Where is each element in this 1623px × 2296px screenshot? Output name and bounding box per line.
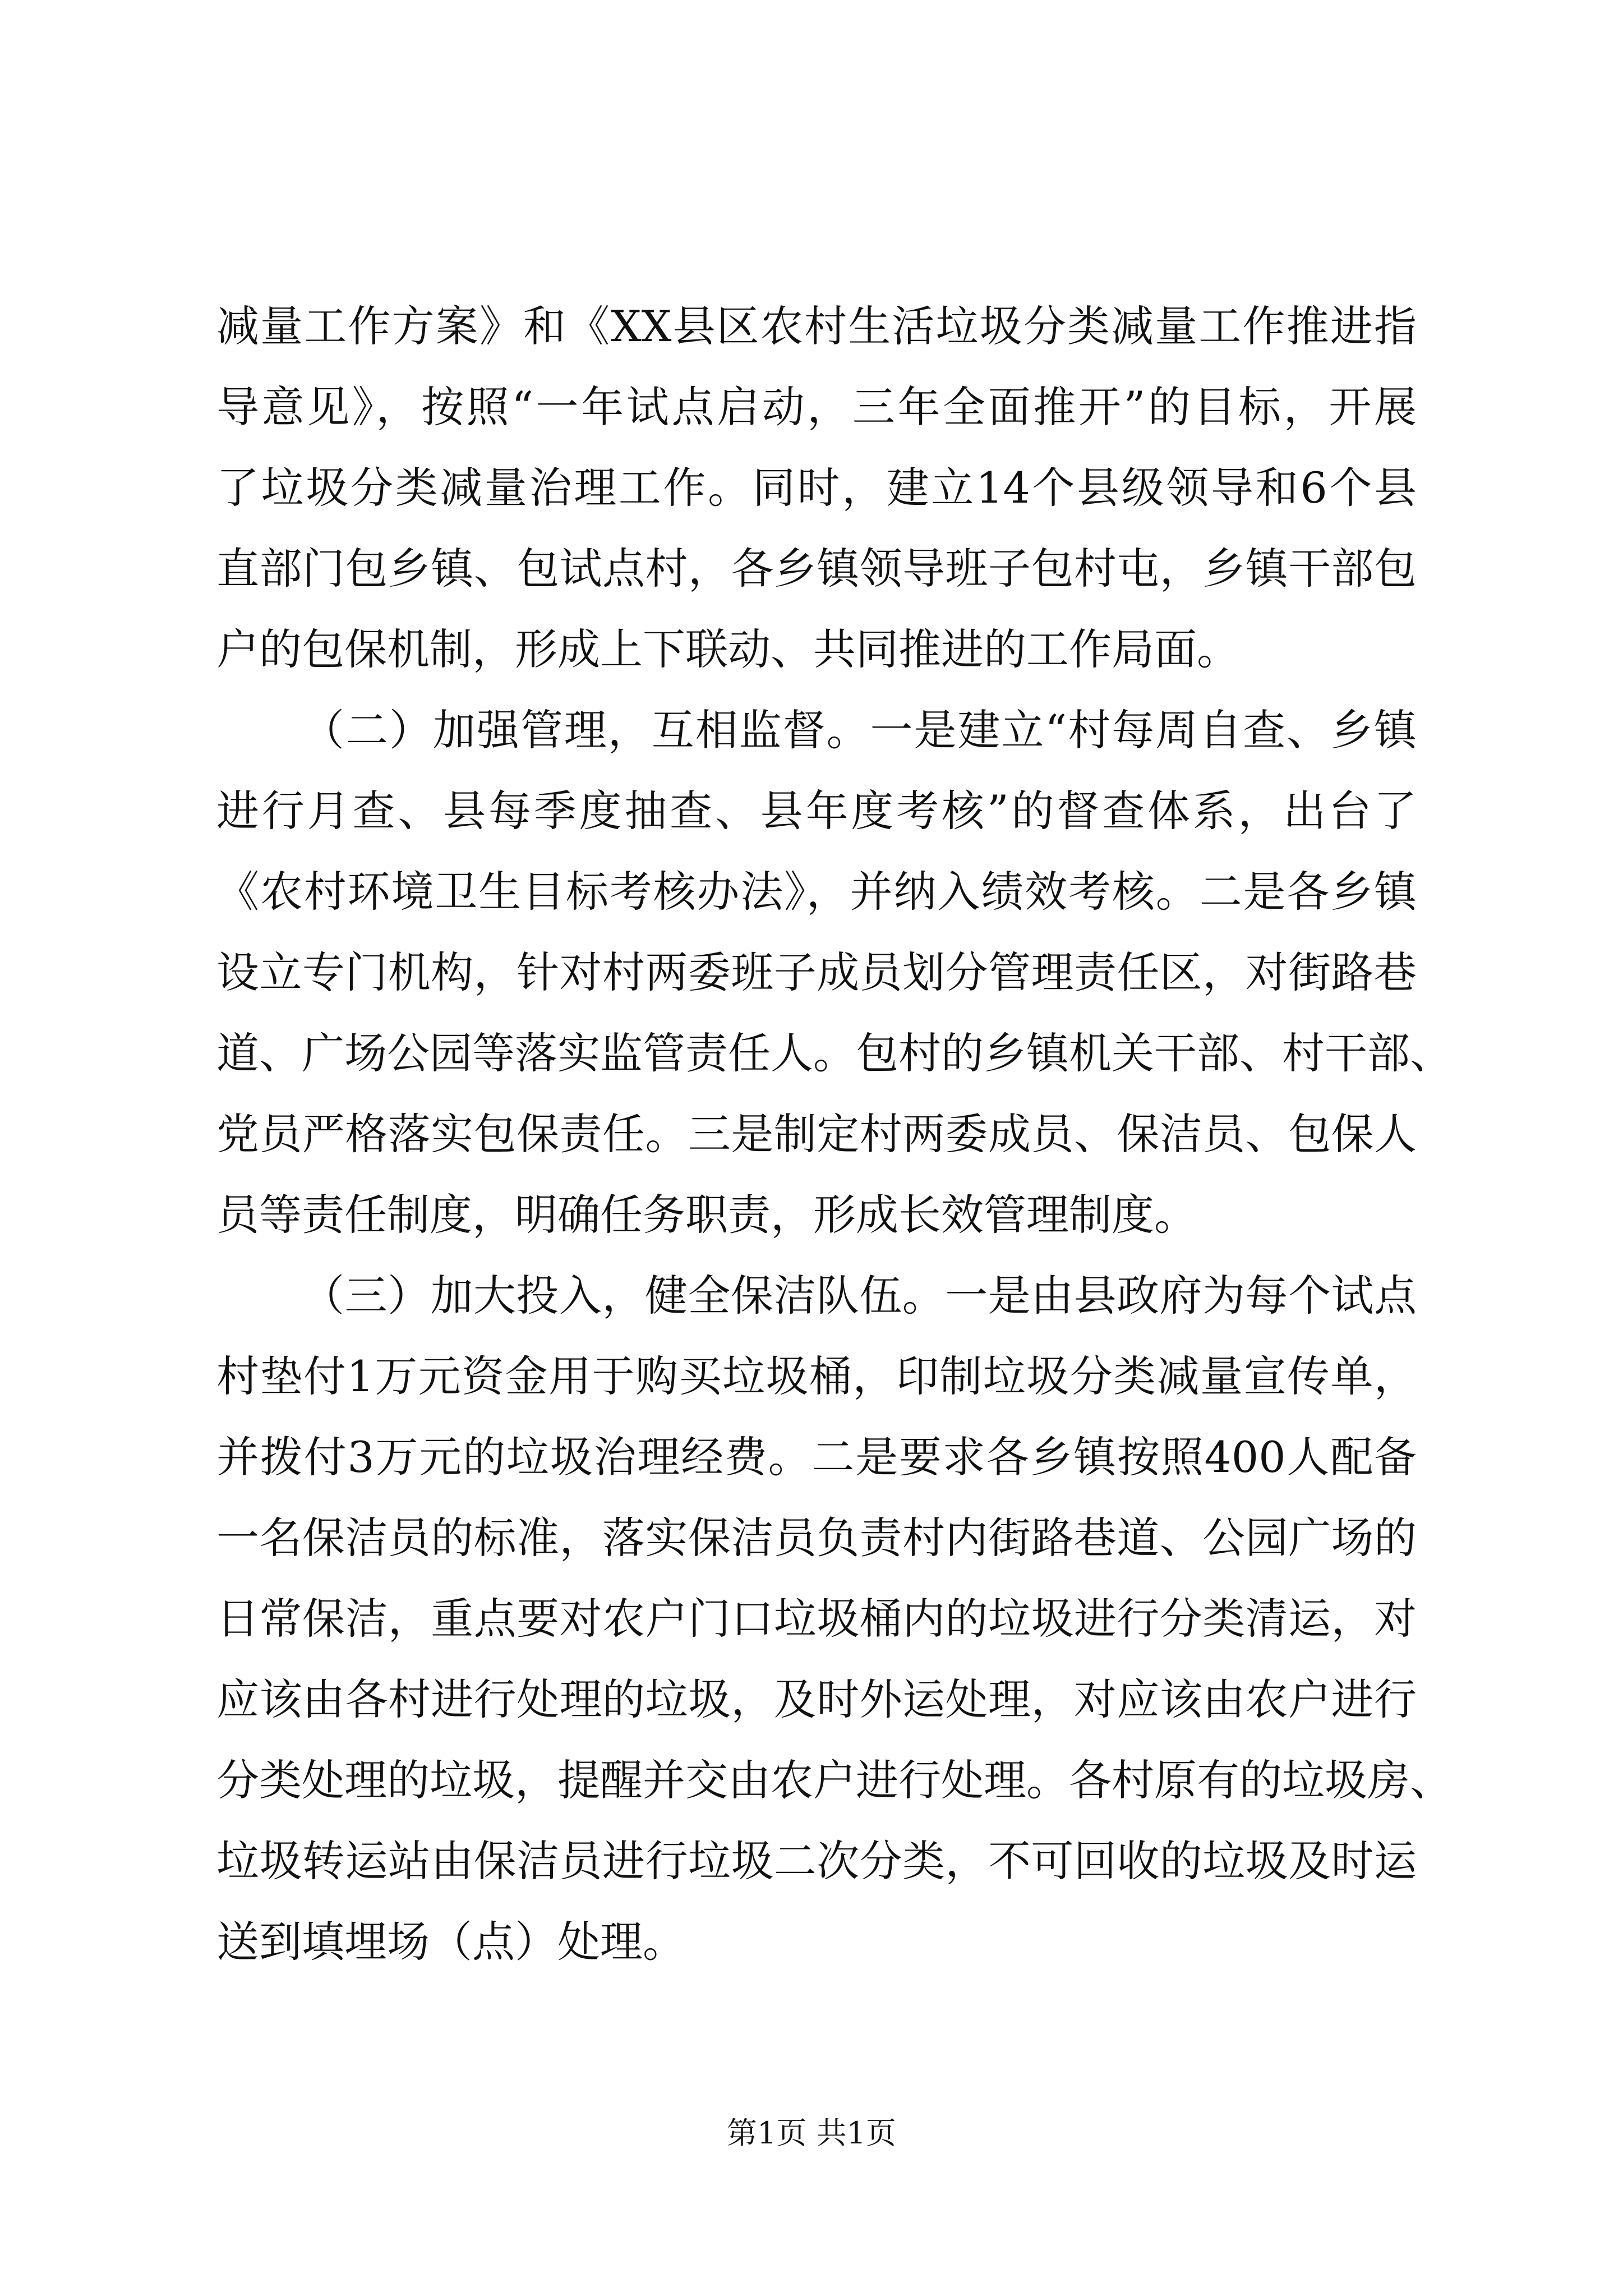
text-line: 导意见》，按照“一年试点启动，三年全面推开”的目标，开展 <box>216 382 1417 432</box>
text-line: 村垫付1万元资金用于购买垃圾桶，印制垃圾分类减量宣传单， <box>216 1351 1417 1401</box>
text-line: 了垃圾分类减量治理工作。同时，建立14个县级领导和6个县 <box>216 463 1417 513</box>
text-line: 直部门包乡镇、包试点村，各乡镇领导班子包村屯，乡镇干部包 <box>216 544 1417 593</box>
text-line: 应该由各村进行处理的垃圾，及时外运处理，对应该由农户进行 <box>216 1674 1417 1724</box>
text-line: 日常保洁，重点要对农户门口垃圾桶内的垃圾进行分类清运，对 <box>216 1594 1417 1644</box>
text-line: 员等责任制度，明确任务职责，形成长效管理制度。 <box>216 1190 1197 1240</box>
text-line: 设立专门机构，针对村两委班子成员划分管理责任区，对街路巷 <box>216 947 1417 997</box>
text-line: 减量工作方案》和《XX县区农村生活垃圾分类减量工作推进指 <box>216 301 1417 351</box>
text-line: 党员严格落实包保责任。三是制定村两委成员、保洁员、包保人 <box>216 1109 1417 1159</box>
text-line: 户的包保机制，形成上下联动、共同推进的工作局面。 <box>216 624 1239 674</box>
text-line: 分类处理的垃圾，提醒并交由农户进行处理。各村原有的垃圾房、 <box>216 1755 1453 1805</box>
text-line: 《农村环境卫生目标考核办法》，并纳入绩效考核。二是各乡镇 <box>216 867 1417 917</box>
document-body <box>216 286 1453 1982</box>
page-footer: 第1页 共1页 <box>727 2115 896 2151</box>
text-line: 一名保洁员的标准，落实保洁员负责村内街路巷道、公园广场的 <box>216 1513 1417 1563</box>
text-line: 道、广场公园等落实监管责任人。包村的乡镇机关干部、村干部、 <box>216 1028 1453 1078</box>
text-line: （三）加大投入，健全保洁队伍。一是由县政府为每个试点 <box>302 1271 1417 1320</box>
text-line: （二）加强管理，互相监督。一是建立“村每周自查、乡镇 <box>302 705 1417 755</box>
text-line: 进行月查、县每季度抽查、县年度考核”的督查体系，出台了 <box>216 786 1417 836</box>
text-line: 送到填埋场（点）处理。 <box>216 1917 685 1967</box>
text-line: 垃圾转运站由保洁员进行垃圾二次分类，不可回收的垃圾及时运 <box>216 1836 1417 1886</box>
text-line: 并拨付3万元的垃圾治理经费。二是要求各乡镇按照400人配备 <box>216 1432 1417 1482</box>
